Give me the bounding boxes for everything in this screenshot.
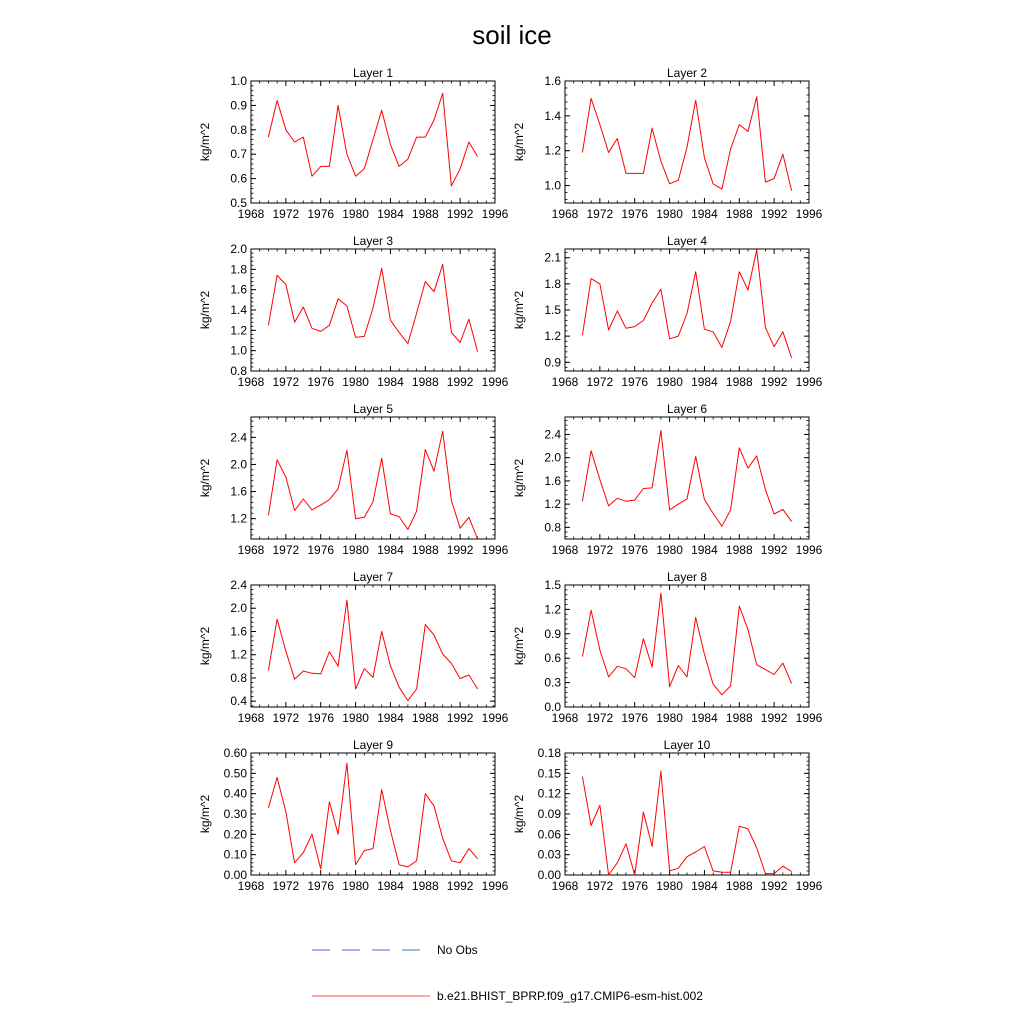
x-tick-label: 1972 [586, 543, 614, 557]
x-tick-label: 1980 [656, 879, 683, 893]
y-tick-label: 0.50 [223, 766, 247, 781]
y-tick-label: 0.30 [223, 807, 247, 821]
y-tick-label: 0.00 [537, 868, 561, 882]
figure-title: soil ice [472, 20, 552, 50]
y-tick-label: 0.00 [223, 868, 247, 882]
x-tick-label: 1984 [691, 543, 718, 557]
y-tick-label: 1.2 [544, 329, 561, 344]
y-axis-label: kg/m^2 [512, 794, 526, 834]
y-tick-label: 0.9 [544, 355, 561, 370]
x-tick-label: 1972 [272, 207, 300, 221]
series-line [582, 771, 791, 875]
y-tick-label: 0.6 [544, 651, 561, 666]
x-tick-label: 1984 [377, 207, 404, 221]
y-axis-label: kg/m^2 [512, 458, 526, 498]
x-tick-label: 1992 [446, 375, 474, 389]
y-tick-label: 1.6 [544, 74, 561, 88]
x-tick-label: 1980 [656, 543, 683, 557]
series-line [268, 763, 477, 869]
x-tick-label: 1968 [551, 543, 579, 557]
x-tick-label: 1976 [621, 879, 649, 893]
legend-label-no-obs: No Obs [437, 943, 478, 957]
x-tick-label: 1980 [656, 207, 683, 221]
panel-3 [198, 234, 509, 389]
x-tick-label: 1992 [446, 879, 474, 893]
plot-frame [251, 81, 495, 203]
legend-label-model: b.e21.BHIST_BPRP.f09_g17.CMIP6-esm-hist.002 [437, 989, 703, 1003]
plot-frame [565, 249, 809, 371]
x-tick-label: 1996 [481, 375, 509, 389]
y-tick-label: 1.2 [230, 511, 247, 526]
y-tick-label: 0.6 [230, 171, 247, 186]
series-line [268, 264, 477, 351]
x-tick-label: 1968 [551, 207, 579, 221]
x-tick-label: 1988 [725, 375, 753, 389]
x-tick-label: 1988 [411, 711, 439, 725]
y-tick-label: 2.4 [230, 430, 247, 445]
y-tick-label: 0.8 [230, 364, 247, 378]
panel-8 [512, 570, 823, 725]
series-line [582, 250, 791, 358]
x-tick-label: 1996 [795, 711, 823, 725]
y-tick-label: 2.0 [230, 601, 247, 616]
x-tick-label: 1968 [237, 879, 265, 893]
panel-title: Layer 5 [352, 402, 394, 416]
x-tick-label: 1980 [342, 375, 369, 389]
y-axis-label: kg/m^2 [198, 290, 212, 330]
x-tick-label: 1972 [272, 879, 300, 893]
plot-frame [565, 81, 809, 203]
x-tick-label: 1988 [411, 543, 439, 557]
x-tick-label: 1968 [551, 375, 579, 389]
panel-9 [198, 738, 509, 893]
x-tick-label: 1980 [342, 207, 369, 221]
y-tick-label: 0.7 [230, 147, 247, 162]
plot-frame [565, 417, 809, 539]
y-tick-label: 0.5 [230, 196, 247, 210]
y-tick-label: 0.60 [223, 746, 247, 760]
y-tick-label: 0.09 [537, 807, 561, 821]
x-tick-label: 1992 [446, 543, 474, 557]
series-line [582, 97, 791, 191]
y-tick-label: 0.4 [230, 694, 247, 709]
plot-frame [251, 753, 495, 875]
x-tick-label: 1992 [760, 543, 788, 557]
x-tick-label: 1972 [586, 711, 614, 725]
x-tick-label: 1996 [481, 543, 509, 557]
x-tick-label: 1984 [691, 711, 718, 725]
x-tick-label: 1996 [795, 879, 823, 893]
y-axis-label: kg/m^2 [198, 794, 212, 834]
x-tick-label: 1996 [795, 543, 823, 557]
y-tick-label: 1.4 [230, 303, 247, 317]
y-tick-label: 1.6 [230, 624, 247, 639]
x-tick-label: 1988 [725, 207, 753, 221]
x-tick-label: 1992 [760, 375, 788, 389]
plot-frame [565, 585, 809, 707]
y-tick-label: 0.8 [230, 670, 247, 685]
y-tick-label: 1.2 [230, 323, 247, 338]
y-tick-label: 2.0 [544, 450, 561, 465]
y-tick-label: 1.8 [230, 262, 247, 277]
x-tick-label: 1976 [307, 711, 335, 725]
x-tick-label: 1968 [237, 711, 265, 725]
y-tick-label: 1.6 [230, 484, 247, 499]
x-tick-label: 1984 [691, 375, 718, 389]
y-tick-label: 1.8 [544, 276, 561, 291]
y-tick-label: 0.3 [544, 675, 561, 690]
x-tick-label: 1976 [621, 207, 649, 221]
x-tick-label: 1984 [377, 543, 404, 557]
x-tick-label: 1976 [621, 375, 649, 389]
panel-7 [198, 570, 509, 725]
y-tick-label: 1.4 [544, 108, 561, 123]
y-axis-label: kg/m^2 [512, 122, 526, 162]
x-tick-label: 1988 [725, 879, 753, 893]
x-tick-label: 1984 [691, 879, 718, 893]
x-tick-label: 1968 [551, 879, 579, 893]
x-tick-label: 1984 [377, 375, 404, 389]
panel-title: Layer 7 [352, 570, 394, 584]
x-tick-label: 1996 [481, 711, 509, 725]
y-tick-label: 0.15 [537, 766, 561, 781]
y-tick-label: 0.06 [537, 827, 561, 842]
panel-1 [198, 66, 509, 221]
y-axis-label: kg/m^2 [512, 290, 526, 330]
y-axis-label: kg/m^2 [198, 458, 212, 498]
y-tick-label: 2.0 [230, 457, 247, 472]
x-tick-label: 1988 [725, 711, 753, 725]
x-tick-label: 1968 [237, 207, 265, 221]
x-tick-label: 1976 [307, 879, 335, 893]
y-tick-label: 1.0 [544, 178, 561, 193]
x-tick-label: 1980 [342, 711, 369, 725]
x-tick-label: 1980 [656, 711, 683, 725]
panel-title: Layer 1 [352, 66, 394, 80]
x-tick-label: 1996 [481, 207, 509, 221]
y-tick-label: 1.2 [544, 143, 561, 158]
y-tick-label: 1.2 [544, 602, 561, 617]
series-line [582, 430, 791, 526]
panel-6 [512, 402, 823, 557]
y-tick-label: 2.4 [230, 578, 247, 592]
x-tick-label: 1976 [621, 543, 649, 557]
y-tick-label: 0.10 [223, 847, 247, 862]
y-tick-label: 0.9 [544, 626, 561, 641]
y-tick-label: 1.5 [544, 578, 561, 592]
y-tick-label: 1.6 [230, 282, 247, 297]
panel-title: Layer 9 [352, 738, 394, 752]
panels-group [198, 66, 823, 893]
series-line [268, 93, 477, 186]
panel-title: Layer 4 [666, 234, 708, 248]
y-tick-label: 2.1 [544, 250, 561, 265]
x-tick-label: 1976 [307, 543, 335, 557]
x-tick-label: 1972 [586, 375, 614, 389]
plot-frame [251, 249, 495, 371]
y-tick-label: 2.0 [230, 242, 247, 256]
y-tick-label: 1.6 [544, 473, 561, 488]
y-tick-label: 1.2 [230, 647, 247, 662]
x-tick-label: 1996 [795, 207, 823, 221]
y-axis-label: kg/m^2 [512, 626, 526, 666]
series-line [268, 600, 477, 701]
panel-2 [512, 66, 823, 221]
y-tick-label: 0.12 [537, 786, 561, 801]
panel-4 [512, 234, 823, 389]
y-tick-label: 1.0 [230, 74, 247, 88]
x-tick-label: 1988 [411, 879, 439, 893]
y-tick-label: 0.20 [223, 827, 247, 842]
x-tick-label: 1968 [237, 543, 265, 557]
y-tick-label: 0.8 [230, 122, 247, 137]
y-tick-label: 1.2 [544, 497, 561, 512]
x-tick-label: 1980 [342, 543, 369, 557]
x-tick-label: 1972 [586, 207, 614, 221]
y-tick-label: 0.18 [537, 746, 561, 760]
y-tick-label: 0.9 [230, 98, 247, 113]
x-tick-label: 1984 [377, 879, 404, 893]
x-tick-label: 1984 [377, 711, 404, 725]
x-tick-label: 1976 [621, 711, 649, 725]
x-tick-label: 1988 [411, 375, 439, 389]
x-tick-label: 1972 [272, 375, 300, 389]
panel-title: Layer 2 [666, 66, 708, 80]
panel-10 [512, 738, 823, 893]
panel-title: Layer 6 [666, 402, 708, 416]
series-line [268, 431, 477, 539]
x-tick-label: 1992 [446, 711, 474, 725]
y-tick-label: 0.03 [537, 847, 561, 862]
x-tick-label: 1996 [481, 879, 509, 893]
x-tick-label: 1992 [760, 207, 788, 221]
y-tick-label: 2.4 [544, 427, 561, 442]
x-tick-label: 1996 [795, 375, 823, 389]
x-tick-label: 1992 [446, 207, 474, 221]
x-tick-label: 1992 [760, 711, 788, 725]
x-tick-label: 1968 [551, 711, 579, 725]
x-tick-label: 1972 [272, 711, 300, 725]
panel-5 [198, 402, 509, 557]
panel-title: Layer 10 [663, 738, 711, 752]
series-line [582, 593, 791, 695]
y-tick-label: 0.0 [544, 700, 561, 714]
y-axis-label: kg/m^2 [198, 626, 212, 666]
panel-title: Layer 8 [666, 570, 708, 584]
x-tick-label: 1976 [307, 375, 335, 389]
x-tick-label: 1988 [725, 543, 753, 557]
y-axis-label: kg/m^2 [198, 122, 212, 162]
plot-frame [251, 417, 495, 539]
legend [312, 943, 703, 1003]
panel-title: Layer 3 [352, 234, 394, 248]
x-tick-label: 1988 [411, 207, 439, 221]
x-tick-label: 1972 [272, 543, 300, 557]
plot-frame [251, 585, 495, 707]
x-tick-label: 1972 [586, 879, 614, 893]
y-tick-label: 0.8 [544, 520, 561, 535]
y-tick-label: 0.40 [223, 786, 247, 801]
x-tick-label: 1984 [691, 207, 718, 221]
x-tick-label: 1968 [237, 375, 265, 389]
x-tick-label: 1992 [760, 879, 788, 893]
y-tick-label: 1.0 [230, 343, 247, 358]
x-tick-label: 1980 [656, 375, 683, 389]
y-tick-label: 1.5 [544, 303, 561, 317]
x-tick-label: 1980 [342, 879, 369, 893]
x-tick-label: 1976 [307, 207, 335, 221]
